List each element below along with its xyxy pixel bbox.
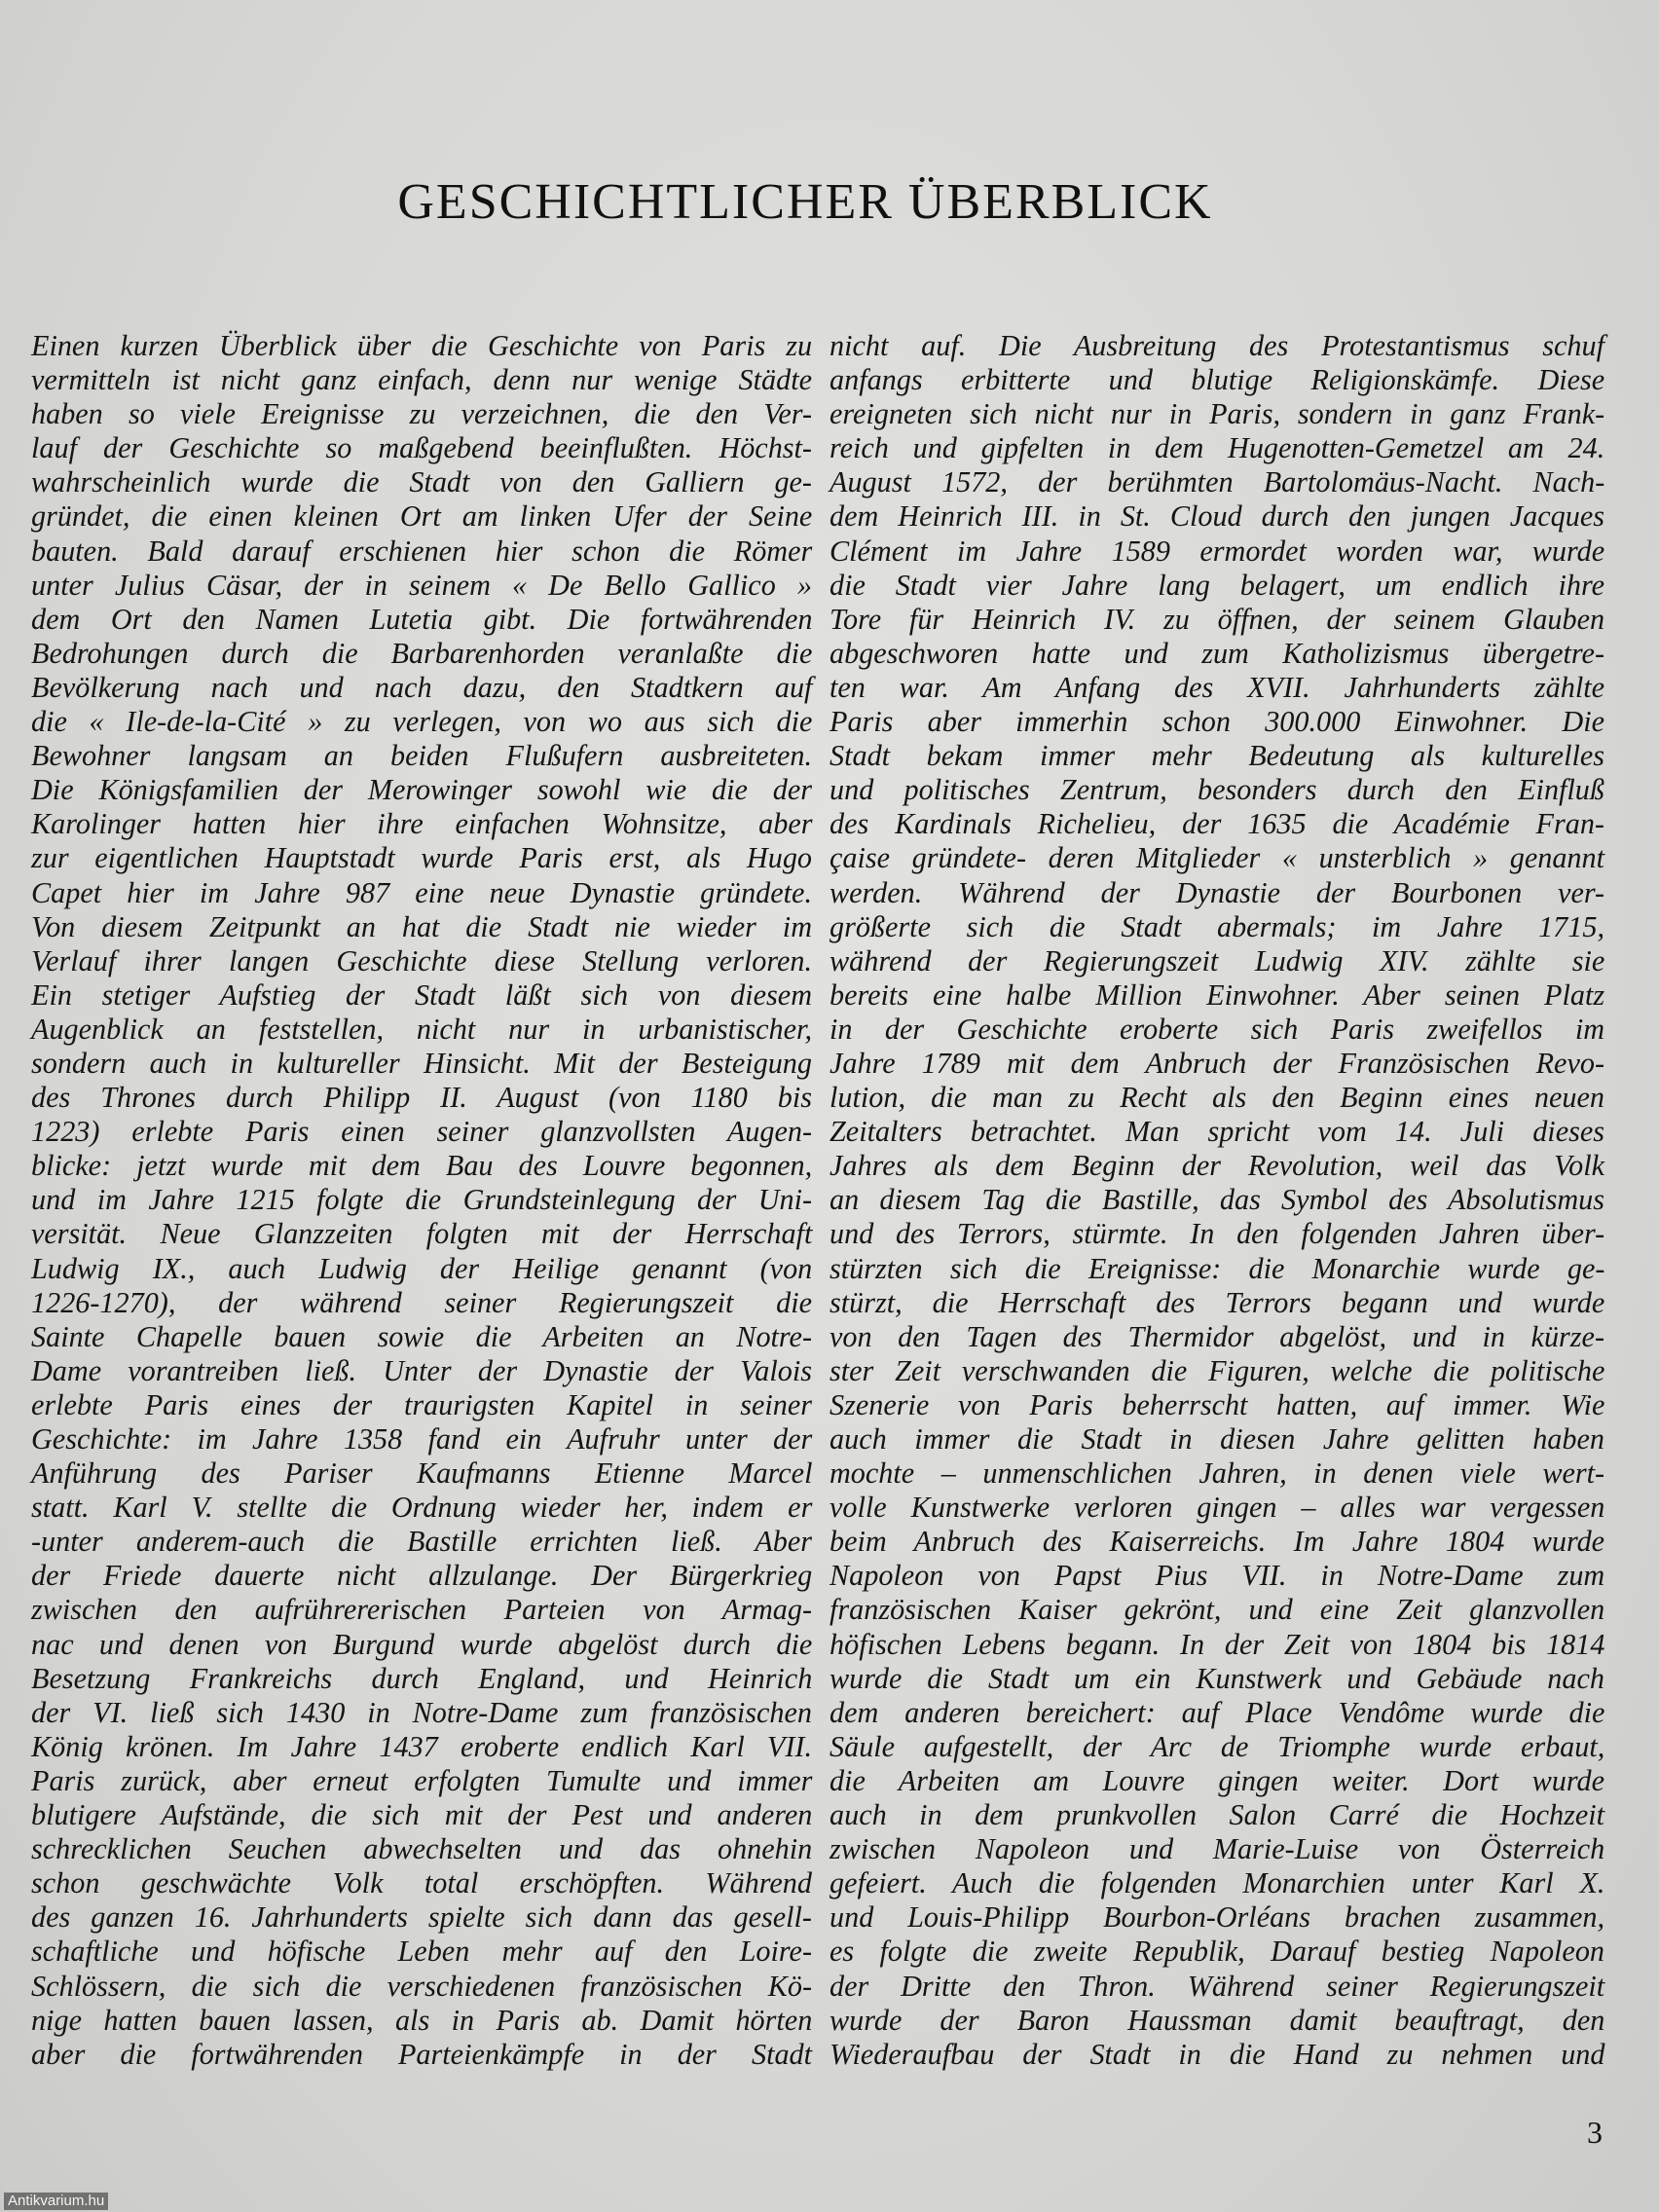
text-line: zur eigentlichen Hauptstadt wurde Paris erst, als Hugo (31, 841, 813, 875)
text-line: des Kardinals Richelieu, der 1635 die Académie Fran- (830, 807, 1604, 841)
text-line: Napoleon von Papst Pius VII. in Notre-Dame zum (830, 1559, 1605, 1593)
right-text-column (830, 329, 1604, 2072)
text-line: die Stadt vier Jahre lang belagert, um endlich ihre (830, 568, 1604, 602)
page-number: 3 (1587, 2115, 1603, 2150)
text-line: Bedrohungen durch die Barbarenhorden veranlaßte die (31, 636, 813, 670)
text-line: ereigneten sich nicht nur in Paris, sondern in ganz Frank- (830, 397, 1605, 431)
text-line: 1226-1270), der während seiner Regierungszeit die (31, 1285, 812, 1319)
text-line: Anführung des Pariser Kaufmanns Etienne Marcel (31, 1456, 813, 1491)
text-line: wurde der Baron Haussman damit beauftragt, den (830, 2003, 1605, 2037)
text-line: Besetzung Frankreichs durch England, und Heinrich (31, 1661, 813, 1695)
text-line: unter Julius Cäsar, der in seinem « De Bello Gallico » (31, 568, 812, 602)
text-line: französischen Kaiser gekrönt, und eine Zeit glanzvollen (830, 1593, 1605, 1627)
text-line: Paris aber immerhin schon 300.000 Einwohner. Die (830, 705, 1605, 739)
text-line: stürzt, die Herrschaft des Terrors begann und wurde (830, 1285, 1605, 1319)
text-line: nige hatten bauen lassen, als in Paris ab. Damit hörten (31, 2003, 813, 2037)
text-line: erlebte Paris eines der traurigsten Kapitel in seiner (31, 1387, 812, 1421)
text-line: die « Ile-de-la-Cité » zu verlegen, von wo aus sich die (31, 705, 813, 739)
text-line: Stadt bekam immer mehr Bedeutung als kulturelles (830, 739, 1604, 773)
text-line: stürzten sich die Ereignisse: die Monarchie wurde ge- (830, 1251, 1605, 1285)
text-line: Ludwig IX., auch Ludwig der Heilige genannt (von (31, 1251, 813, 1285)
text-line: Bewohner langsam an beiden Flußufern ausbreiteten. (31, 739, 812, 773)
text-line: Ein stetiger Aufstieg der Stadt läßt sich von diesem (31, 977, 812, 1012)
text-line: Szenerie von Paris beherrscht hatten, auf immer. Wie (830, 1387, 1605, 1421)
page-title: GESCHICHTLICHER ÜBERBLICK (397, 174, 1213, 230)
text-line: schrecklichen Seuchen abwechselten und das ohnehin (31, 1832, 813, 1866)
text-line: wurde die Stadt um ein Kunstwerk und Gebäude nach (830, 1661, 1604, 1695)
text-line: die Arbeiten am Louvre gingen weiter. Dort wurde (830, 1763, 1604, 1797)
text-line: Capet hier im Jahre 987 eine neue Dynastie gründete. (31, 875, 812, 909)
text-line: des ganzen 16. Jahrhunderts spielte sich dann das gesell- (31, 1900, 812, 1935)
text-line: Die Königsfamilien der Merowinger sowohl wie die der (31, 773, 812, 807)
text-line: zwischen den aufrührererischen Parteien von Armag- (31, 1593, 812, 1627)
text-line: des Thrones durch Philipp II. August (von 1180 bis (31, 1081, 812, 1115)
text-line: ten war. Am Anfang des XVII. Jahrhunderts zählte (830, 670, 1604, 704)
text-line: wahrscheinlich wurde die Stadt von den Galliern ge- (31, 465, 812, 499)
text-line: Paris zurück, aber erneut erfolgten Tumulte und immer (31, 1763, 813, 1797)
text-line: auch in dem prunkvollen Salon Carré die Hochzeit (830, 1798, 1604, 1832)
text-line: bauten. Bald darauf erschienen hier schon die Römer (31, 534, 813, 568)
text-line: höfischen Lebens begann. In der Zeit von 1804 bis 1814 (830, 1627, 1605, 1661)
text-line: Karolinger hatten hier ihre einfachen Wohnsitze, aber (31, 807, 813, 841)
text-line: in der Geschichte eroberte sich Paris zweifellos im (830, 1012, 1605, 1046)
text-line: anfangs erbitterte und blutige Religionskämfe. Diese (830, 363, 1605, 397)
text-line: statt. Karl V. stellte die Ordnung wieder her, indem er (31, 1491, 813, 1525)
text-line: gefeiert. Auch die folgenden Monarchien unter Karl X. (830, 1866, 1605, 1900)
text-line: sondern auch in kultureller Hinsicht. Mit der Besteigung (31, 1046, 812, 1080)
text-line: mochte – unmenschlichen Jahren, in denen viele wert- (830, 1456, 1605, 1491)
text-line: der Dritte den Thron. Während seiner Regierungszeit (830, 1969, 1605, 2003)
text-line: Einen kurzen Überblick über die Geschichte von Paris zu (31, 329, 813, 362)
text-line: und im Jahre 1215 folgte die Grundsteinlegung der Uni- (31, 1183, 813, 1217)
text-line: zwischen Napoleon und Marie-Luise von Österreich (830, 1832, 1605, 1866)
text-line: Augenblick an feststellen, nicht nur in urbanistischer, (31, 1012, 812, 1046)
text-line: werden. Während der Dynastie der Bourbonen ver- (830, 875, 1605, 909)
text-line: haben so viele Ereignisse zu verzeichnen, die den Ver- (31, 397, 812, 431)
text-line: Clément im Jahre 1589 ermordet worden war, wurde (830, 534, 1605, 568)
text-line: Von diesem Zeitpunkt an hat die Stadt nie wieder im (31, 909, 812, 943)
text-line: dem Ort den Namen Lutetia gibt. Die fortwährenden (31, 602, 813, 636)
text-line: vermitteln ist nicht ganz einfach, denn nur wenige Städte (31, 363, 812, 397)
text-line: an diesem Tag die Bastille, das Symbol des Absolutismus (830, 1183, 1604, 1217)
text-line: der VI. ließ sich 1430 in Notre-Dame zum französischen (31, 1695, 812, 1729)
text-line: Jahre 1789 mit dem Anbruch der Französischen Revo- (830, 1046, 1604, 1080)
left-text-column (31, 329, 812, 2072)
text-line: und Louis-Philipp Bourbon-Orléans brachen zusammen, (830, 1900, 1604, 1935)
text-line: schaftliche und höfische Leben mehr auf den Loire- (31, 1935, 812, 1969)
text-line: Geschichte: im Jahre 1358 fand ein Aufruhr unter der (31, 1422, 813, 1456)
text-line: reich und gipfelten in dem Hugenotten-Gemetzel am 24. (830, 431, 1605, 465)
text-line: lution, die man zu Recht als den Beginn eines neuen (830, 1081, 1604, 1115)
text-line: größerte sich die Stadt abermals; im Jahre 1715, (830, 909, 1604, 943)
text-line: bereits eine halbe Million Einwohner. Aber seinen Platz (830, 977, 1605, 1012)
text-line: Wiederaufbau der Stadt in die Hand zu nehmen und (830, 2037, 1605, 2071)
text-line: Zeitalters betrachtet. Man spricht vom 14. Juli dieses (830, 1115, 1604, 1149)
text-line: volle Kunstwerke verloren gingen – alles war vergessen (830, 1491, 1605, 1525)
text-line: Sainte Chapelle bauen sowie die Arbeiten an Notre- (31, 1319, 812, 1353)
text-line: blutigere Aufstände, die sich mit der Pest und anderen (31, 1798, 813, 1832)
text-line: lauf der Geschichte so maßgebend beeinflußten. Höchst- (31, 431, 812, 465)
text-line: von den Tagen des Thermidor abgelöst, und in kürze- (830, 1319, 1604, 1353)
text-line: der Friede dauerte nicht allzulange. Der Bürgerkrieg (31, 1559, 813, 1593)
text-line: 1223) erlebte Paris einen seiner glanzvollsten Augen- (31, 1115, 813, 1149)
text-line: und des Terrors, stürmte. In den folgenden Jahren über- (830, 1217, 1605, 1251)
text-line: çaise gründete- deren Mitglieder « unsterblich » genannt (830, 841, 1604, 875)
text-line: aber die fortwährenden Parteienkämpfe in der Stadt (31, 2037, 813, 2071)
text-line: auch immer die Stadt in diesen Jahre gelitten haben (830, 1422, 1604, 1456)
text-line: Schlössern, die sich die verschiedenen französischen Kö- (31, 1969, 812, 2003)
text-line: Tore für Heinrich IV. zu öffnen, der seinem Glauben (830, 602, 1605, 636)
text-line: blicke: jetzt wurde mit dem Bau des Louvre begonnen, (31, 1149, 813, 1183)
text-line: Jahres als dem Beginn der Revolution, weil das Volk (830, 1149, 1604, 1183)
text-line: und politisches Zentrum, besonders durch den Einfluß (830, 773, 1604, 807)
text-line: abgeschworen hatte und zum Katholizismus übergetre- (830, 636, 1604, 670)
text-line: -unter anderem-auch die Bastille errichten ließ. Aber (31, 1525, 813, 1559)
text-line: dem anderen bereichert: auf Place Vendôme wurde die (830, 1695, 1605, 1729)
text-line: nac und denen von Burgund wurde abgelöst durch die (31, 1627, 813, 1661)
text-line: Dame vorantreiben ließ. Unter der Dynastie der Valois (31, 1353, 812, 1387)
text-line: nicht auf. Die Ausbreitung des Protestantismus schuf (830, 329, 1604, 362)
text-line: versität. Neue Glanzzeiten folgten mit der Herrschaft (31, 1217, 813, 1251)
text-line: Bevölkerung nach und nach dazu, den Stadtkern auf (31, 670, 813, 704)
text-line: dem Heinrich III. in St. Cloud durch den jungen Jacques (830, 499, 1604, 534)
watermark: Antikvarium.hu (4, 2193, 108, 2210)
text-line: beim Anbruch des Kaiserreichs. Im Jahre 1804 wurde (830, 1525, 1605, 1559)
text-line: Verlauf ihrer langen Geschichte diese Stellung verloren. (31, 943, 812, 977)
text-line: Säule aufgestellt, der Arc de Triomphe wurde erbaut, (830, 1729, 1605, 1763)
text-line: schon geschwächte Volk total erschöpften. Während (31, 1866, 812, 1900)
text-line: König krönen. Im Jahre 1437 eroberte endlich Karl VII. (31, 1729, 812, 1763)
text-line: es folgte die zweite Republik, Darauf bestieg Napoleon (830, 1935, 1605, 1969)
text-line: ster Zeit verschwanden die Figuren, welche die politische (830, 1353, 1605, 1387)
text-line: gründet, die einen kleinen Ort am linken Ufer der Seine (31, 499, 813, 534)
text-line: während der Regierungszeit Ludwig XIV. zählte sie (830, 943, 1605, 977)
text-line: August 1572, der berühmten Bartolomäus-Nacht. Nach- (830, 465, 1605, 499)
